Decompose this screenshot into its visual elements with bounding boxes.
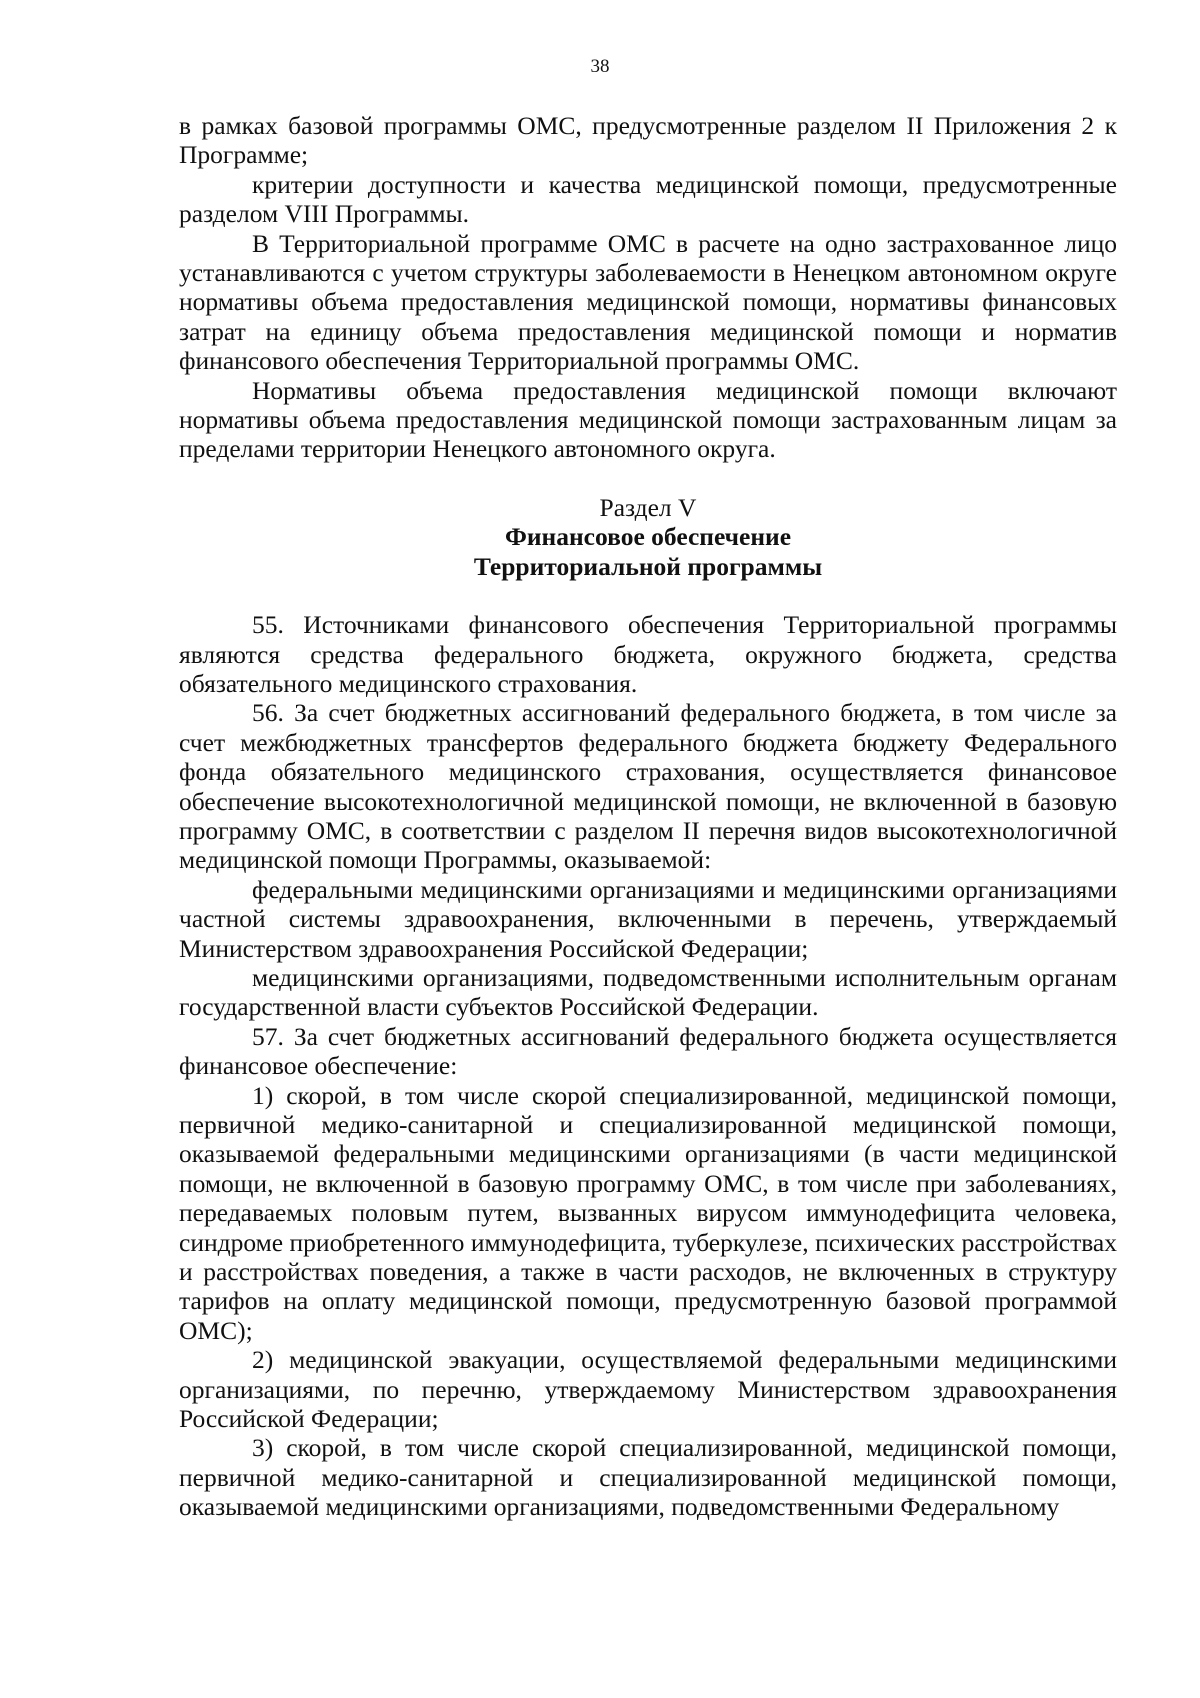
paragraph-57-item-2: 2) медицинской эвакуации, осуществляемой федеральными медицинскими организациями, по перечню, утверждаемому Министерством здравоохранения Российской Федерации; <box>179 1345 1117 1434</box>
paragraph-56-item-federal: федеральными медицинскими организациями и медицинскими организациями частной системы здравоохранения, включенными в перечень, утверждаемый Министерством здравоохранения Российской Федерации; <box>179 874 1117 963</box>
paragraph: В Территориальной программе ОМС в расчете на одно застрахованное лицо устанавливаются с учетом структуры заболеваемости в Ненецком автономном округе нормативы объема предоставления медицинской помощи, нормативы финансовых затрат на единицу объема предоставления медицинской помощи и норматив финансового обеспечения Территориальной программы ОМС. <box>179 228 1117 376</box>
paragraph: критерии доступности и качества медицинской помощи, предусмотренные разделом VIII Программы. <box>179 169 1117 229</box>
section-title-line-2: Территориальной программы <box>473 551 823 581</box>
paragraph-55: 55. Источниками финансового обеспечения Территориальной программы являются средства федерального бюджета, окружного бюджета, средства обязательного медицинского страхования. <box>179 610 1117 698</box>
paragraph: Нормативы объема предоставления медицинской помощи включают нормативы объема предоставления медицинской помощи застрахованным лицам за пределами территории Ненецкого автономного округа. <box>179 375 1117 464</box>
section-heading <box>179 493 1117 581</box>
paragraph: в рамках базовой программы ОМС, предусмотренные разделом II Приложения 2 к Программе; <box>179 111 1117 170</box>
section-label: Раздел V <box>599 492 697 522</box>
paragraph-57-item-3: 3) скорой, в том числе скорой специализированной, медицинской помощи, первичной медико-санитарной и специализированной медицинской помощи, оказываемой медицинскими организациями, подведомственными Федеральному <box>179 1433 1117 1522</box>
paragraph-56-item-subjects: медицинскими организациями, подведомственными исполнительным органам государственной власти субъектов Российской Федерации. <box>179 962 1117 1022</box>
paragraph-57-item-1: 1) скорой, в том числе скорой специализированной, медицинской помощи, первичной медико-санитарной и специализированной медицинской помощи, оказываемой федеральными медицинскими организациями (в части медицинской помощи, не включенной в базовую программу ОМС, в том числе при заболеваниях, передаваемых половым путем, вызванных вирусом иммунодефицита человека, синдроме приобретенного иммунодефицита, туберкулезе, психических расстройствах и расстройствах поведения, а также в части расходов, не включенных в структуру тарифов на оплату медицинской помощи, предусмотренную базовой программой ОМС); <box>179 1080 1117 1345</box>
paragraph-57: 57. За счет бюджетных ассигнований федерального бюджета осуществляется финансовое обеспечение: <box>179 1021 1117 1081</box>
document-body <box>179 111 1117 1522</box>
section-title-line-1: Финансовое обеспечение <box>504 522 792 552</box>
paragraph-56: 56. За счет бюджетных ассигнований федерального бюджета, в том числе за счет межбюджетных трансфертов федерального бюджета бюджету Федерального фонда обязательного медицинского страхования, осуществляется финансовое обеспечение высокотехнологичной медицинской помощи, не включенной в базовую программу ОМС, в соответствии с разделом II перечня видов высокотехнологичной медицинской помощи Программы, оказываемой: <box>179 698 1117 875</box>
page-number: 38 <box>590 56 610 77</box>
